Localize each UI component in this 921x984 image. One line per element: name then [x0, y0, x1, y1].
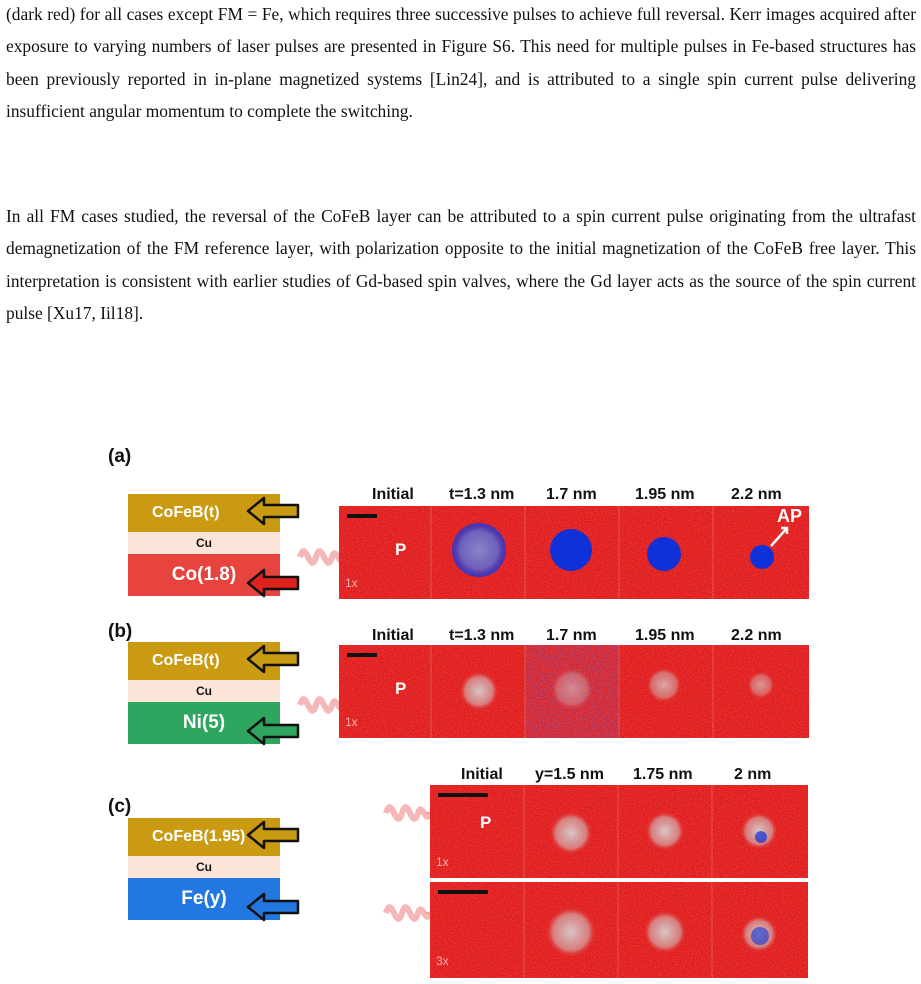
column-header-1-7: 1.7 nm: [546, 627, 597, 644]
pulse-count-label: 3x: [436, 954, 449, 968]
cofeb-magnetization-arrow-icon: [246, 820, 300, 850]
column-header-t-1-3: t=1.3 nm: [449, 486, 515, 503]
panel-c-label: (c): [108, 796, 132, 817]
initial-state-label: P: [395, 679, 407, 698]
switched-domain: [647, 537, 681, 571]
column-header-2-2: 2.2 nm: [731, 486, 782, 503]
scale-bar: [347, 514, 377, 518]
faint-domain: [549, 811, 593, 855]
cofeb-magnetization-arrow-icon: [246, 644, 300, 674]
column-header-initial: Initial: [461, 766, 503, 783]
panel-b-kerr-image-strip: [339, 645, 809, 738]
scale-bar: [347, 653, 377, 657]
cu-spacer-layer: Cu: [128, 532, 280, 554]
panel-c-kerr-image-strip-3x: [430, 882, 808, 978]
initial-state-label: P: [395, 540, 407, 559]
cofeb-layer: CoFeB(1.95): [128, 818, 280, 856]
body-paragraph-2: In all FM cases studied, the reversal of the CoFeB layer can be attributed to a spin current pulse originating from the ultrafast demagnetization of the FM reference layer, with polarization opposite to the initial magnetization of the CoFeB free layer. This interpretation is consistent with earlier studies of Gd-based spin valves, where the Gd layer acts as the source of the spin current pulse [Xu17, Iil18].: [6, 206, 916, 324]
cofeb-layer: CoFeB(t): [128, 642, 280, 680]
faint-domain: [740, 812, 778, 850]
panel-b-label: (b): [108, 621, 133, 642]
switched-domain: [750, 545, 774, 569]
column-header-1-95: 1.95 nm: [635, 486, 695, 503]
column-header-1-95: 1.95 nm: [635, 627, 695, 644]
pulse-count-label: 1x: [345, 715, 358, 729]
panel-a-label: (a): [108, 446, 132, 467]
panel-c-kerr-image-strip-1x: [430, 785, 808, 878]
ni-reference-layer: Ni(5): [128, 702, 280, 744]
initial-state-label: P: [480, 813, 492, 832]
column-header-1-7: 1.7 nm: [546, 486, 597, 503]
cofeb-magnetization-arrow-icon: [246, 496, 300, 526]
faint-domain: [545, 906, 597, 958]
column-header-y-1-5: y=1.5 nm: [535, 766, 604, 783]
scale-bar: [438, 793, 488, 797]
scale-bar: [438, 890, 488, 894]
body-paragraph-1: (dark red) for all cases except FM = Fe, which requires three successive pulses to achieve full reversal. Kerr images acquired after exposure to varying numbers of laser pulses are presented in Figure S6. This need for multiple pulses in Fe-based structures has been previously reported in in-plane magnetized systems [Lin24], and is attributed to a single spin current pulse delivering insufficient angular momentum to complete the switching.: [6, 4, 916, 122]
fe-reference-layer: Fe(y): [128, 878, 280, 920]
faint-domain: [459, 671, 499, 711]
pulse-count-label: 1x: [345, 576, 358, 590]
ni-magnetization-arrow-icon: [246, 716, 300, 746]
column-header-1-75: 1.75 nm: [633, 766, 693, 783]
switched-state-label: AP: [777, 506, 803, 526]
column-header-initial: Initial: [372, 486, 414, 503]
pulse-count-label: 1x: [436, 855, 449, 869]
panel-a-kerr-image-strip: [339, 506, 809, 599]
cu-spacer-layer: Cu: [128, 680, 280, 702]
column-header-2-2: 2.2 nm: [731, 627, 782, 644]
column-header-2: 2 nm: [734, 766, 772, 783]
faint-domain: [643, 910, 687, 954]
column-header-t-1-3: t=1.3 nm: [449, 627, 515, 644]
faint-domain: [645, 811, 685, 851]
faint-domain: [646, 667, 682, 703]
faint-domain: [747, 671, 775, 699]
cu-spacer-layer: Cu: [128, 856, 280, 878]
column-header-initial: Initial: [372, 627, 414, 644]
switched-domain: [550, 529, 592, 571]
co-magnetization-arrow-icon: [246, 568, 300, 598]
cofeb-layer: CoFeB(t): [128, 494, 280, 532]
co-reference-layer: Co(1.8): [128, 554, 280, 596]
fe-magnetization-arrow-icon: [246, 892, 300, 922]
